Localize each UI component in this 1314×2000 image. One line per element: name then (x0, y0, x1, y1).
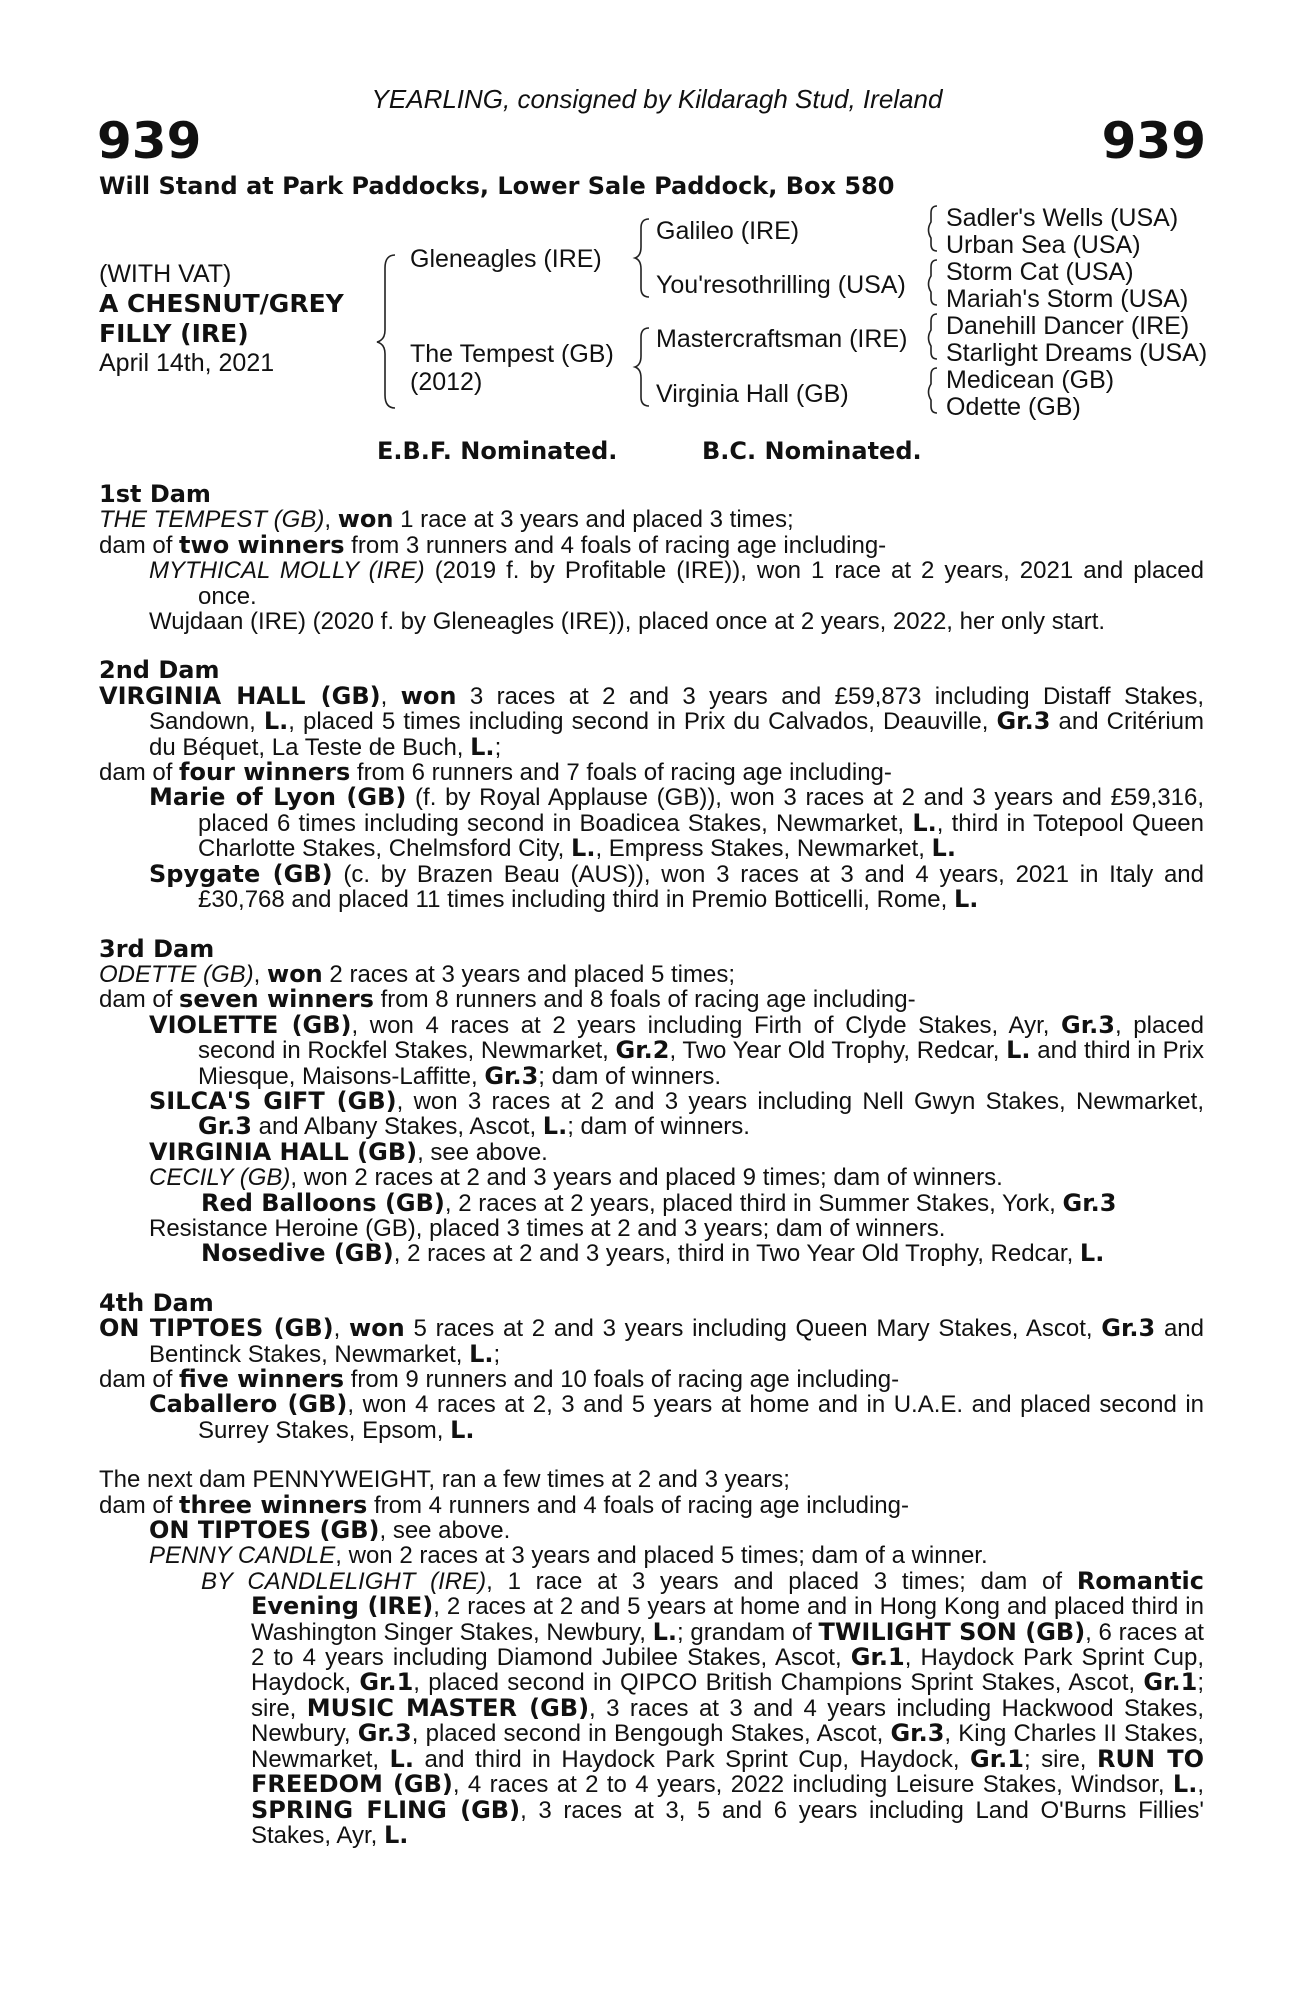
dam3-foal-1: VIOLETTE (GB), won 4 races at 2 years including Firth of Clyde Stakes, Ayr, Gr.3, placed second in Rockfel Stakes, Newmarket, Gr.2, Two Year Old Trophy, Redcar, L. and third in Prix Miesque, Maisons-Laffitte, Gr.3; dam of winners. (149, 1010, 1204, 1090)
ped-g2: Urban Sea (USA) (946, 231, 1141, 259)
vat-note: (WITH VAT) (99, 260, 232, 288)
ped-sire: Gleneagles (IRE) (410, 245, 602, 273)
dam1-foal-2: Wujdaan (IRE) (2020 f. by Gleneagles (IRE)), placed once at 2 years, 2022, her only start. (149, 608, 1106, 636)
ped-g5: Danehill Dancer (IRE) (946, 312, 1190, 340)
dam3-produce: dam of seven winners from 8 runners and 8 foals of racing age including- (99, 985, 916, 1014)
horse-sex-country: FILLY (IRE) (99, 319, 249, 348)
dam2-produce: dam of four winners from 6 runners and 7 foals of racing age including- (99, 758, 892, 787)
dam2-heading: 2nd Dam (99, 656, 220, 685)
bracket-g78 (929, 368, 938, 413)
dam4-foal-1: Caballero (GB), won 4 races at 2, 3 and 5 years at home and in U.A.E. and placed second in Surrey Stakes, Epsom, L. (149, 1390, 1205, 1444)
bracket-g12 (929, 206, 938, 251)
horse-colour-sex: A CHESNUT/GREY (99, 289, 344, 318)
dam5-grandfoal-1: BY CANDLELIGHT (IRE), 1 race at 3 years and placed 3 times; dam of Romantic Evening (IRE), 2 races at 2 and 5 years at home and in Hong Kong and placed third in Washington Singer Stakes, Newbury, L.; grandam of TWILIGHT SON (GB), 6 races at 2 to 4 years including Diamond Jubilee Stakes, Ascot, Gr.1, Haydock Park Sprint Cup, Haydock, Gr.1, placed second in QIPCO British Champions Sprint Stakes, Ascot, Gr.1; sire, MUSIC MASTER (GB), 3 races at 3 and 4 years including Hackwood Stakes, Newbury, Gr.3, placed second in Bengough Stakes, Ascot, Gr.3, King Charles II Stakes, Newmarket, L. and third in Haydock Park Sprint Cup, Haydock, Gr.1; sire, RUN TO FREEDOM (GB), 4 races at 2 to 4 years, 2022 including Leisure Stakes, Windsor, L., SPRING FLING (GB), 3 races at 3, 5 and 6 years including Land O'Burns Fillies' Stakes, Ayr, L. (201, 1566, 1205, 1849)
ped-dam-dam: Virginia Hall (GB) (656, 380, 849, 408)
dam2-foal-2: Spygate (GB) (c. by Brazen Beau (AUS)), won 3 races at 3 and 4 years, 2021 in Italy and £30,768 and placed 11 times including third in Premio Botticelli, Rome, L. (149, 859, 1204, 914)
consignment-line: YEARLING, consigned by Kildaragh Stud, Ireland (371, 84, 943, 114)
dam1-record: THE TEMPEST (GB), won 1 race at 3 years and placed 3 times; (99, 505, 794, 534)
dam5-produce: dam of three winners from 4 runners and 4 foals of racing age including- (99, 1490, 909, 1519)
bc-nomination: B.C. Nominated. (702, 437, 922, 465)
dam5-foal-1: ON TIPTOES (GB), see above. (149, 1516, 511, 1545)
dam3-foal-5: Resistance Heroine (GB), placed 3 times at 2 and 3 years; dam of winners. (149, 1214, 946, 1242)
ped-sire-sire: Galileo (IRE) (656, 217, 800, 245)
ped-g7: Medicean (GB) (946, 366, 1115, 394)
dam5-record: The next dam PENNYWEIGHT, ran a few times at 2 and 3 years; (99, 1466, 790, 1494)
dam3-foal-2: SILCA'S GIFT (GB), won 3 races at 2 and 3 years including Nell Gwyn Stakes, Newmarket, Gr.3 and Albany Stakes, Ascot, L.; dam of winners. (149, 1086, 1204, 1141)
ped-sire-dam: You'resothrilling (USA) (656, 271, 906, 299)
ebf-nomination: E.B.F. Nominated. (377, 437, 618, 465)
dam1-name: THE TEMPEST (GB) (99, 506, 325, 534)
ped-g4: Mariah's Storm (USA) (946, 285, 1189, 313)
dam-bracket (635, 328, 649, 406)
ped-g8: Odette (GB) (946, 393, 1081, 421)
dam1-produce: dam of two winners from 3 runners and 4 foals of racing age including- (99, 530, 887, 559)
ped-g1: Sadler's Wells (USA) (946, 204, 1179, 232)
dam3-grandfoal-2: Nosedive (GB), 2 races at 2 and 3 years, third in Two Year Old Trophy, Redcar, L. (201, 1239, 1105, 1268)
dam1-heading: 1st Dam (99, 480, 211, 508)
dam3-grandfoal-1: Red Balloons (GB), 2 races at 2 years, placed third in Summer Stakes, York, Gr.3 (201, 1188, 1117, 1217)
dam3-heading: 3rd Dam (99, 934, 215, 963)
dam1-foal-1: MYTHICAL MOLLY (IRE) (2019 f. by Profitable (IRE)), won 1 race at 2 years, 2021 and placed once. (149, 557, 1204, 610)
dam5-foal-2: PENNY CANDLE, won 2 races at 3 years and placed 5 times; dam of a winner. (149, 1542, 988, 1570)
dam4-heading: 4th Dam (99, 1288, 214, 1317)
dam4-record: ON TIPTOES (GB), won 5 races at 2 and 3 years including Queen Mary Stakes, Ascot, Gr.3 and Bentinck Stakes, Newmarket, L.; (99, 1314, 1204, 1368)
sire-bracket (635, 219, 649, 297)
main-bracket (377, 255, 395, 408)
ped-dam-year: (2012) (410, 368, 483, 396)
dam2-record: VIRGINIA HALL (GB), won 3 races at 2 and 3 years and £59,873 including Distaff Stakes, Sandown, L., placed 5 times including second in Prix du Calvados, Deauville, Gr.3 and Critérium du Béquet, La Teste de Buch, L.; (99, 681, 1204, 761)
foaling-date: April 14th, 2021 (99, 349, 275, 377)
dam3-foal-3: VIRGINIA HALL (GB), see above. (149, 1137, 548, 1166)
dam3-foal-4: CECILY (GB), won 2 races at 2 and 3 years and placed 9 times; dam of winners. (149, 1164, 1003, 1192)
ped-g3: Storm Cat (USA) (946, 258, 1134, 286)
stand-location: Will Stand at Park Paddocks, Lower Sale Paddock, Box 580 (99, 172, 895, 200)
dam4-produce: dam of five winners from 9 runners and 10 foals of racing age including- (99, 1365, 900, 1393)
ped-dam-sire: Mastercraftsman (IRE) (656, 325, 908, 353)
ped-g6: Starlight Dreams (USA) (946, 339, 1208, 367)
ped-dam: The Tempest (GB) (410, 340, 614, 368)
dam2-foal-1: Marie of Lyon (GB) (f. by Royal Applause (GB)), won 3 races at 2 and 3 years and £59,316, placed 6 times including second in Boadicea Stakes, Newmarket, L., third in Totepool Queen Charlotte Stakes, Chelmsford City, L., Empress Stakes, Newmarket, L. (149, 783, 1204, 863)
lot-number-right: 939 (1101, 112, 1206, 170)
bracket-g56 (929, 314, 938, 359)
catalogue-body (99, 482, 1204, 1848)
lot-number-left: 939 (97, 112, 202, 170)
dam3-record: ODETTE (GB), won 2 races at 3 years and placed 5 times; (99, 959, 735, 988)
bracket-g34 (929, 260, 938, 305)
